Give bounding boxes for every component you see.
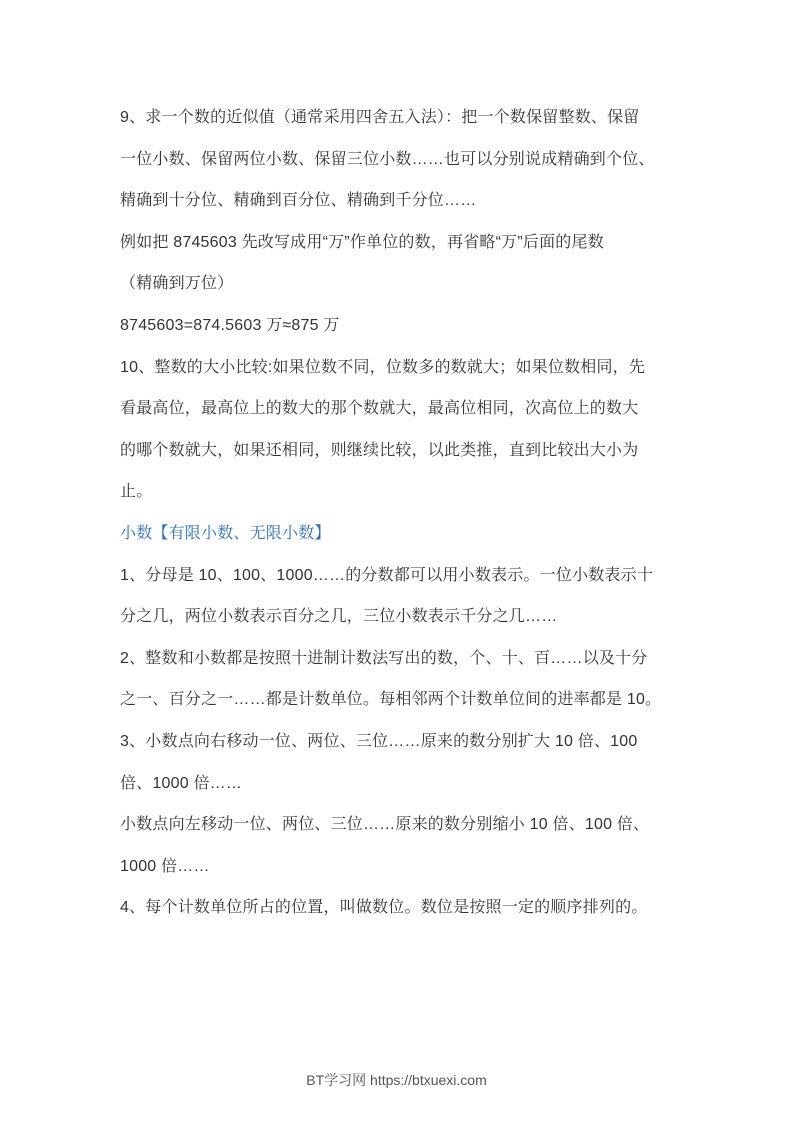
text-line: 一位小数、保留两位小数、保留三位小数……也可以分别说成精确到个位、 — [120, 150, 655, 168]
text-line: 小数点向左移动一位、两位、三位……原来的数分别缩小 10 倍、100 倍、 — [120, 816, 650, 834]
text-line: 分之几，两位小数表示百分之几，三位小数表示千分之几…… — [120, 608, 558, 626]
text-line: 9、求一个数的近似值（通常采用四舍五入法）：把一个数保留整数、保留 — [120, 109, 640, 126]
text-line: 1、分母是 10、100、1000……的分数都可以用小数表示。一位小数表示十 — [120, 566, 654, 584]
text-line: （精确到万位） — [120, 275, 234, 293]
text-line: 1000 倍…… — [120, 857, 210, 875]
text-line: 看最高位，最高位上的数大的那个数就大，最高位相同，次高位上的数大 — [120, 400, 639, 418]
text-line: 4、每个计数单位所占的位置，叫做数位。数位是按照一定的顺序排列的。 — [120, 899, 648, 917]
text-line: 之一、百分之一……都是计数单位。每相邻两个计数单位间的进率都是 10。 — [120, 691, 662, 709]
text-line: 例如把 8745603 先改写成用“万”作单位的数，再省略“万”后面的尾数 — [120, 233, 604, 251]
text-line: 的哪个数就大，如果还相同，则继续比较，以此类推，直到比较出大小为 — [120, 441, 639, 459]
text-line: 倍、1000 倍…… — [120, 774, 243, 792]
text-line: 3、小数点向右移动一位、两位、三位……原来的数分别扩大 10 倍、100 — [120, 732, 638, 750]
footer-watermark: BT学习网 https://btxuexi.com — [306, 1072, 487, 1088]
text-line: 止。 — [120, 483, 153, 501]
section-heading: 小数【有限小数、无限小数】 — [120, 524, 331, 542]
text-line: 2、整数和小数都是按照十进制计数法写出的数，个、十、百……以及十分 — [120, 649, 648, 667]
text-line: 精确到十分位、精确到百分位、精确到千分位…… — [120, 192, 477, 210]
text-line: 8745603=874.5603 万≈875 万 — [120, 316, 340, 334]
document-body — [120, 106, 680, 938]
text-line: 10、整数的大小比较:如果位数不同，位数多的数就大；如果位数相同，先 — [120, 358, 646, 376]
